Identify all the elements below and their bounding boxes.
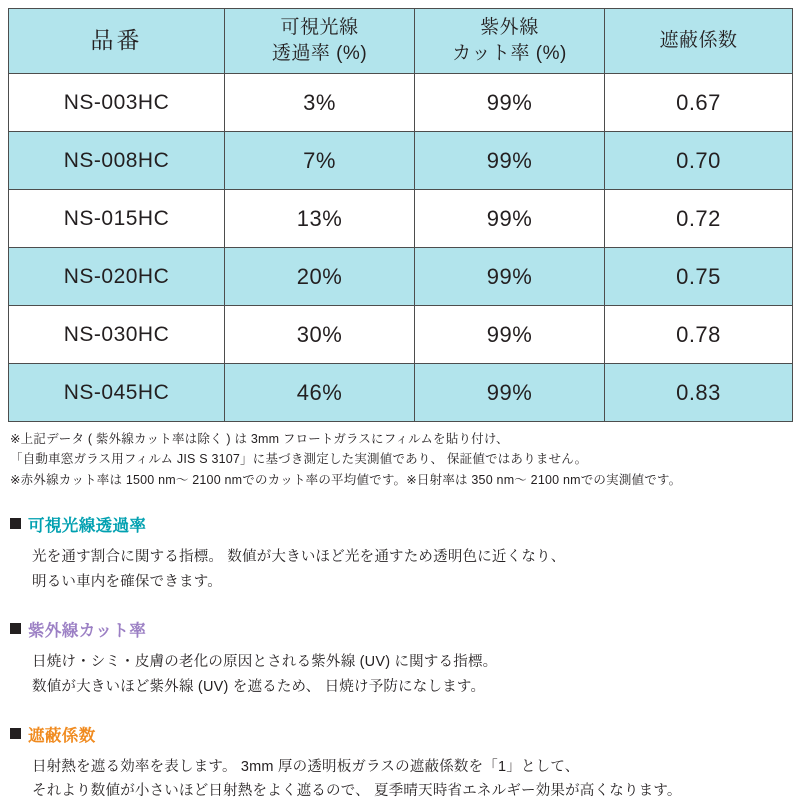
table-row (9, 190, 793, 248)
column-header-visible-light-line1: 可視光線 (280, 17, 358, 38)
cell-visible-light: 3% (225, 74, 415, 132)
table-row (9, 132, 793, 190)
table-header (9, 9, 793, 74)
table-body (9, 74, 793, 422)
cell-model: NS-030HC (9, 306, 225, 364)
column-header-shading-coefficient (605, 9, 793, 74)
cell-uv-cut: 99% (415, 364, 605, 422)
cell-model: NS-015HC (9, 190, 225, 248)
footnote-line: ※赤外線カット率は 1500 nm〜 2100 nmでのカット率の平均値です。※日射率は 350 nm〜 2100 nmでの実測値です。 (10, 470, 790, 490)
cell-shading-coefficient: 0.72 (605, 190, 793, 248)
glossary-body-line: 光を通す割合に関する指標。 数値が大きいほど光を通すため透明色に近くなり、 (32, 545, 790, 570)
column-header-visible-light (225, 9, 415, 74)
table-row (9, 74, 793, 132)
cell-visible-light: 7% (225, 132, 415, 190)
column-header-uv-cut (415, 9, 605, 74)
glossary-body-line: 日射熱を遮る効率を表します。 3mm 厚の透明板ガラスの遮蔽係数を「1」として、 (32, 755, 790, 780)
glossary-section-uv-cut (10, 617, 790, 700)
glossary-body-line: 明るい車内を確保できます。 (32, 570, 790, 595)
table-row (9, 306, 793, 364)
film-spec-table (8, 8, 793, 422)
glossary-body (32, 755, 790, 804)
cell-visible-light: 46% (225, 364, 415, 422)
table-row (9, 364, 793, 422)
cell-uv-cut: 99% (415, 306, 605, 364)
glossary-body-line: 日焼け・シミ・皮膚の老化の原因とされる紫外線 (UV) に関する指標。 (32, 650, 790, 675)
glossary-body-line: 数値が大きいほど紫外線 (UV) を遮るため、 日焼け予防になします。 (32, 675, 790, 700)
table-header-row (9, 9, 793, 74)
glossary-body (32, 545, 790, 595)
glossary-title: 紫外線カット率 (28, 617, 146, 641)
cell-uv-cut: 99% (415, 74, 605, 132)
column-header-model (9, 9, 225, 74)
column-header-shading-coefficient-line1: 遮蔽係数 (659, 30, 737, 51)
cell-uv-cut: 99% (415, 132, 605, 190)
cell-model: NS-003HC (9, 74, 225, 132)
cell-model: NS-008HC (9, 132, 225, 190)
footnote-line: ※上記データ ( 紫外線カット率は除く ) は 3mm フロートガラスにフィルムを貼り付け、 (10, 429, 790, 449)
cell-uv-cut: 99% (415, 248, 605, 306)
column-header-uv-cut-line1: 紫外線 (480, 17, 539, 38)
glossary-title: 可視光線透過率 (28, 512, 146, 536)
square-bullet-icon (10, 518, 21, 529)
square-bullet-icon (10, 623, 21, 634)
glossary-section-visible-light (10, 512, 790, 595)
cell-shading-coefficient: 0.78 (605, 306, 793, 364)
glossary-title: 遮蔽係数 (28, 722, 96, 746)
cell-visible-light: 20% (225, 248, 415, 306)
column-header-uv-cut-line2: カット率 (%) (452, 43, 567, 64)
glossary-heading (10, 722, 790, 746)
cell-visible-light: 30% (225, 306, 415, 364)
cell-shading-coefficient: 0.83 (605, 364, 793, 422)
document-page (0, 8, 800, 790)
column-header-visible-light-line2: 透過率 (%) (272, 43, 367, 64)
cell-visible-light: 13% (225, 190, 415, 248)
cell-model: NS-045HC (9, 364, 225, 422)
cell-shading-coefficient: 0.75 (605, 248, 793, 306)
glossary-body-line: それより数値が小さいほど日射熱をよく遮るので、 夏季晴天時省エネルギー効果が高くなります。 (32, 779, 790, 804)
cell-model: NS-020HC (9, 248, 225, 306)
glossary-heading (10, 512, 790, 536)
glossary-heading (10, 617, 790, 641)
footnote-line: 「自動車窓ガラス用フィルム JIS S 3107」に基づき測定した実測値であり、 保証値ではありません。 (10, 449, 790, 469)
glossary-body (32, 650, 790, 700)
glossary-sections (10, 512, 790, 804)
table-row (9, 248, 793, 306)
glossary-section-shading-coefficient (10, 722, 790, 804)
cell-shading-coefficient: 0.67 (605, 74, 793, 132)
cell-shading-coefficient: 0.70 (605, 132, 793, 190)
cell-uv-cut: 99% (415, 190, 605, 248)
column-header-model-line1: 品番 (91, 27, 143, 53)
table-footnotes (10, 429, 790, 490)
square-bullet-icon (10, 728, 21, 739)
